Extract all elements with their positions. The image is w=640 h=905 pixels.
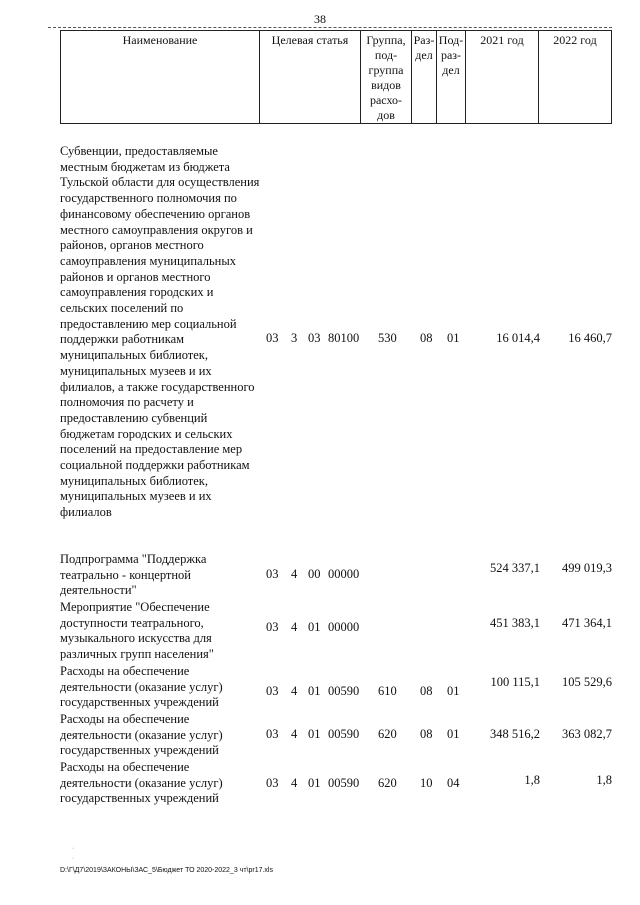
row-program: 03 [266,331,279,345]
header-rule [48,27,612,28]
row-measure: 00 [308,567,321,581]
row-subsection: 01 [447,684,460,698]
table-header [60,30,612,124]
row-subprogram: 3 [291,331,298,345]
row-group: 620 [378,776,397,790]
row-direction: 00590 [328,684,360,698]
row-subsection: 01 [447,331,460,345]
row-subprogram: 4 [291,776,298,790]
row-subprogram: 4 [291,620,298,634]
table-row [60,552,612,600]
row-name: Субвенции, предоставляемые местным бюджетам из бюджета Тульской области для осуществления государственного полномочия по финансовому обеспечению органов местного самоуправления округов и районов, органов местного самоуправления муниципальных районов и органов местного самоуправления городских и сельских поселений по предоставлению мер социальной поддержки работникам муниципальных библиотек, муниципальных музеев и их филиалов, а также государственного полномочия по расчету и предоставлению субвенций бюджетам городских и сельских поселений на предоставление мер социальной поддержки работникам муниципальных библиотек, муниципальных музеев и их филиалов [60,144,260,520]
row-direction: 00000 [328,567,360,581]
row-2022: 471 364,1 [562,616,612,630]
header-subsection: Под- раз- дел [436,30,466,124]
file-path-footer: D:\Г\Д7\2019\ЗАКОНЫ\ЗАС_5\Бюджет ТО 2020-2022_3 чт\pr17.xls [60,867,273,874]
row-subsection: 01 [447,727,460,741]
row-2022: 499 019,3 [562,561,612,575]
header-target: Целевая статья [259,30,361,124]
row-program: 03 [266,620,279,634]
row-program: 03 [266,727,279,741]
row-name: Подпрограмма "Поддержка театрально - концертной деятельности" [60,552,207,598]
table-row [60,760,612,808]
row-2021: 100 115,1 [490,675,540,689]
scan-artifact: · [72,846,74,852]
table-row [60,712,612,760]
header-section: Раз- дел [411,30,437,124]
page-number: 38 [314,12,326,26]
row-2021: 1,8 [524,773,540,787]
row-measure: 01 [308,684,321,698]
row-section: 08 [420,684,433,698]
table-row [60,600,612,664]
row-direction: 80100 [328,331,360,345]
row-direction: 00590 [328,776,360,790]
row-measure: 01 [308,620,321,634]
header-2021: 2021 год [465,30,539,124]
table-row [60,664,612,712]
row-name: Расходы на обеспечение деятельности (оказание услуг) государственных учреждений [60,712,223,758]
row-section: 10 [420,776,433,790]
header-group: Группа, под- группа видов расхо- дов [360,30,412,124]
row-measure: 03 [308,331,321,345]
row-2021: 524 337,1 [490,561,540,575]
row-2022: 363 082,7 [562,727,612,741]
row-program: 03 [266,776,279,790]
table-row [60,144,612,544]
row-subprogram: 4 [291,567,298,581]
row-name: Расходы на обеспечение деятельности (оказание услуг) государственных учреждений [60,760,223,806]
row-program: 03 [266,567,279,581]
row-subprogram: 4 [291,727,298,741]
row-2022: 105 529,6 [562,675,612,689]
row-direction: 00000 [328,620,360,634]
row-subprogram: 4 [291,684,298,698]
row-program: 03 [266,684,279,698]
scan-artifact: · [72,856,74,862]
row-direction: 00590 [328,727,360,741]
row-section: 08 [420,331,433,345]
row-2021: 348 516,2 [490,727,540,741]
row-2022: 16 460,7 [568,331,612,345]
row-2021: 16 014,4 [496,331,540,345]
row-name: Расходы на обеспечение деятельности (оказание услуг) государственных учреждений [60,664,223,710]
row-name: Мероприятие "Обеспечение доступности театрального, музыкального искусства для различных групп населения" [60,600,214,662]
header-name: Наименование [60,30,260,124]
row-group: 620 [378,727,397,741]
row-measure: 01 [308,776,321,790]
row-group: 610 [378,684,397,698]
row-group: 530 [378,331,397,345]
row-2021: 451 383,1 [490,616,540,630]
row-subsection: 04 [447,776,460,790]
header-2022: 2022 год [538,30,612,124]
row-section: 08 [420,727,433,741]
row-2022: 1,8 [596,773,612,787]
row-measure: 01 [308,727,321,741]
